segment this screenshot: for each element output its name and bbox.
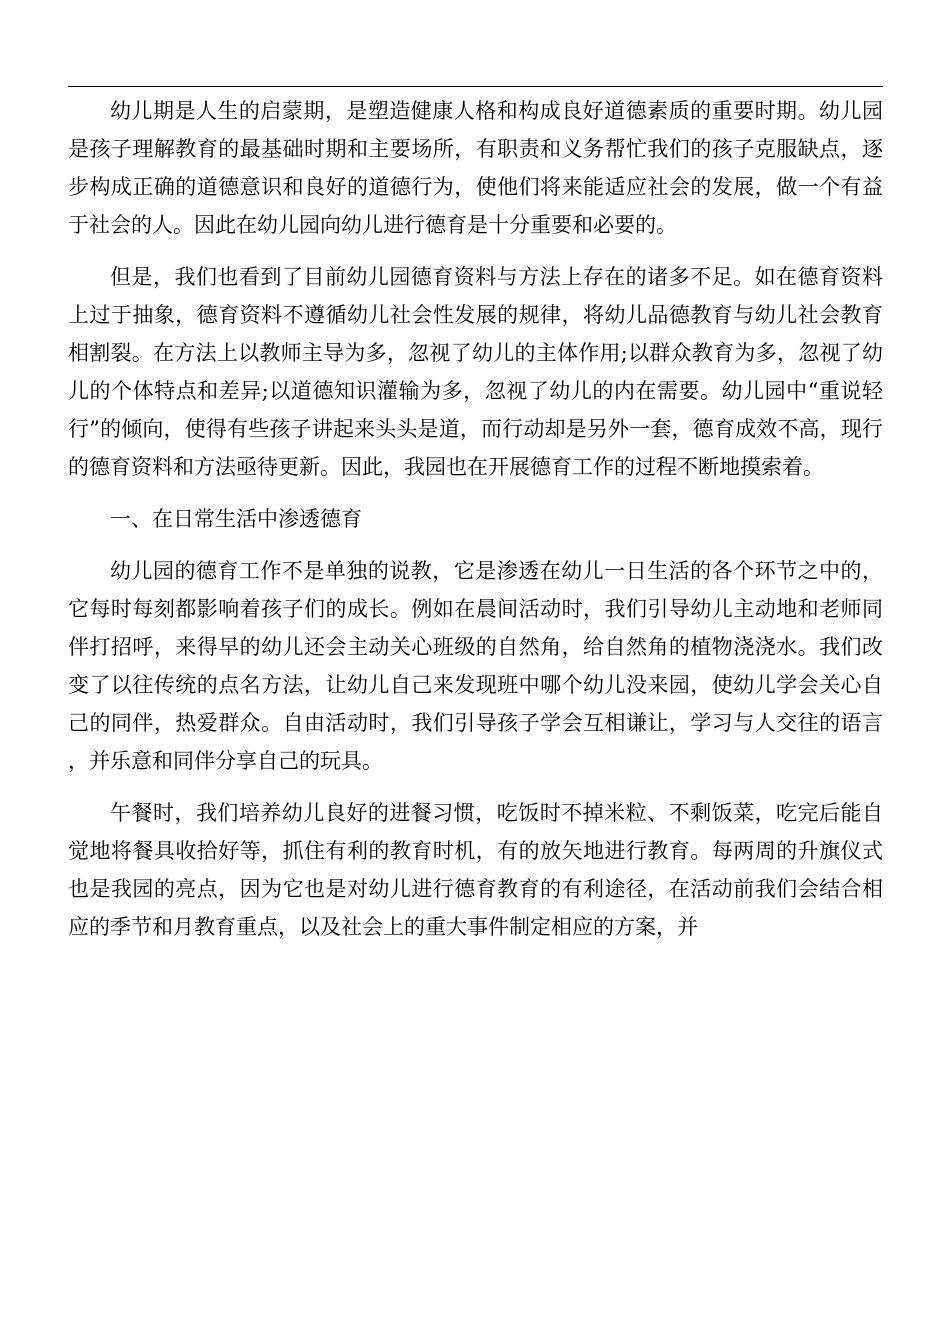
paragraph-shortcomings: 但是，我们也看到了目前幼儿园德育资料与方法上存在的诸多不足。如在德育资料上过于抽象，德育资料不遵循幼儿社会性发展的规律，将幼儿品德教育与幼儿社会教育相割裂。在方法上以教师主导为多，忽视了幼儿的主体作用;以群众教育为多，忽视了幼儿的个体特点和差异;以道德知识灌输为多，忽视了幼儿的内在需要。幼儿园中“重说轻行”的倾向，使得有些孩子讲起来头头是道，而行动却是另外一套，德育成效不高，现行的德育资料和方法亟待更新。因此，我园也在开展德育工作的过程不断地摸索着。 xyxy=(68,265,883,479)
document-body xyxy=(68,92,883,960)
paragraph-lunch-flag-ceremony: 午餐时，我们培养幼儿良好的进餐习惯，吃饭时不掉米粒、不剩饭菜，吃完后能自觉地将餐具收拾好等，抓住有利的教育时机，有的放矢地进行教育。每两周的升旗仪式也是我园的亮点，因为它也是对幼儿进行德育教育的有利途径，在活动前我们会结合相应的季节和月教育重点，以及社会上的重大事件制定相应的方案，并 xyxy=(68,801,883,939)
section-heading-daily-life: 一、在日常生活中渗透德育 xyxy=(110,507,362,531)
paragraph-intro: 幼儿期是人生的启蒙期，是塑造健康人格和构成良好道德素质的重要时期。幼儿园是孩子理解教育的最基础时期和主要场所，有职责和义务帮忙我们的孩子克服缺点，逐步构成正确的道德意识和良好的道德行为，使他们将来能适应社会的发展，做一个有益于社会的人。因此在幼儿园向幼儿进行德育是十分重要和必要的。 xyxy=(68,99,883,237)
paragraph-daily-activities: 幼儿园的德育工作不是单独的说教，它是渗透在幼儿一日生活的各个环节之中的，它每时每刻都影响着孩子们的成长。例如在晨间活动时，我们引导幼儿主动地和老师同伴打招呼，来得早的幼儿还会主动关心班级的自然角，给自然角的植物浇浇水。我们改变了以往传统的点名方法，让幼儿自己来发现班中哪个幼儿没来园，使幼儿学会关心自己的同伴，热爱群众。自由活动时，我们引导孩子学会互相谦让，学习与人交往的语言，并乐意和同伴分享自己的玩具。 xyxy=(68,559,883,773)
header-rule xyxy=(68,86,883,87)
